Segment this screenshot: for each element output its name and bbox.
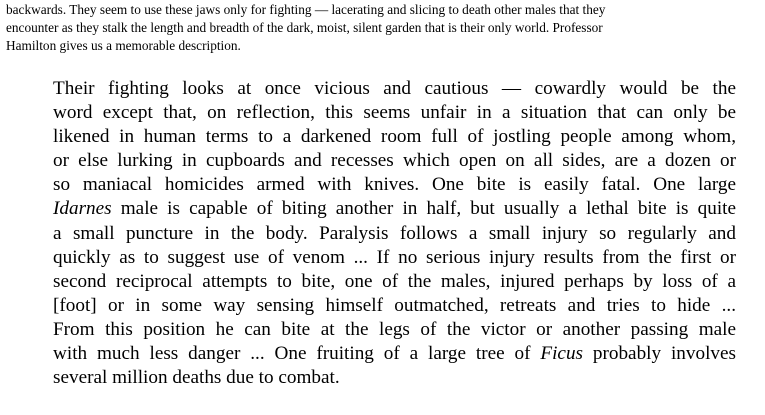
lead-line: backwards. They seem to use these jaws only for fighting — lacerating and slicing to death other males that they (6, 2, 606, 17)
quote-line (53, 101, 736, 125)
block-quote (53, 77, 736, 390)
quote-text: word except that, on reflection, this seems unfair in a situation that can only be (53, 102, 736, 124)
italic-term: Ficus (540, 343, 584, 365)
italic-term: Idarnes (53, 198, 112, 220)
quote-text: a small puncture in the body. Paralysis follows a small injury so regularly and (53, 222, 736, 244)
quote-line (53, 77, 736, 101)
quote-line (53, 270, 736, 294)
quote-line (53, 246, 736, 270)
quote-text: male is capable of biting another in half, but usually a lethal bite is quite (111, 198, 736, 220)
quote-text: with much less danger ... One fruiting of a large tree of (53, 343, 541, 365)
lead-paragraph (6, 1, 762, 55)
lead-line: encounter as they stalk the length and breadth of the dark, moist, silent garden that is their only world. Professor (6, 20, 603, 35)
quote-line (53, 342, 736, 366)
quote-line (53, 222, 736, 246)
quote-line (53, 149, 736, 173)
quote-line (53, 197, 736, 221)
quote-text: quickly as to suggest use of venom ... If no serious injury results from the first or (53, 246, 736, 268)
quote-text: several million deaths due to combat. (53, 367, 340, 389)
quote-line (53, 125, 736, 149)
quote-text: or else lurking in cupboards and recesses which open on all sides, are a dozen or (53, 150, 736, 172)
quote-text: second reciprocal attempts to bite, one of the males, injured perhaps by loss of a (53, 270, 736, 292)
quote-line (53, 318, 736, 342)
quote-line (53, 173, 736, 197)
quote-line (53, 294, 736, 318)
quote-text: likened in human terms to a darkened room full of jostling people among whom, (53, 126, 736, 148)
lead-line: Hamilton gives us a memorable description. (6, 38, 241, 53)
quote-text: so maniacal homicides armed with knives. One bite is easily fatal. One large (53, 174, 736, 196)
quote-text: probably involves (583, 343, 736, 365)
quote-text: From this position he can bite at the legs of the victor or another passing male (53, 318, 736, 340)
quote-text: [foot] or in some way sensing himself outmatched, retreats and tries to hide ... (53, 294, 736, 316)
quote-line (53, 366, 736, 390)
quote-text: Their fighting looks at once vicious and cautious — cowardly would be the (53, 78, 736, 99)
